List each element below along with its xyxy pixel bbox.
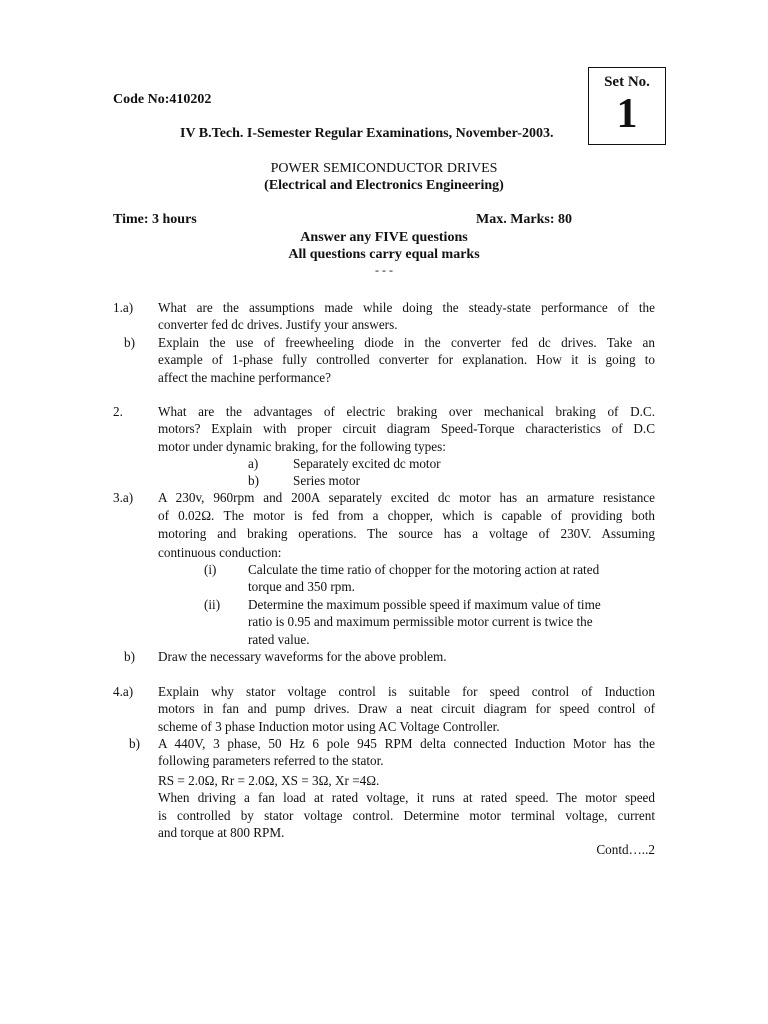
text-line: converter fed dc drives. Justify your answers. [158, 317, 398, 333]
text-line: motors in fan and pump drives. Draw a neat circuit diagram for speed control of [158, 701, 655, 717]
question-text [158, 648, 655, 665]
instruction-answer: Answer any FIVE questions [300, 230, 468, 245]
text-line: and torque at 800 RPM. [158, 825, 285, 841]
continued-note: Contd…..2 [596, 842, 655, 857]
question-number: 1.a) [113, 300, 134, 315]
question-number: 3.a) [113, 490, 134, 505]
question-text [158, 299, 655, 334]
instruction-marks: All questions carry equal marks [288, 247, 480, 262]
text-line: continuous conduction: [158, 544, 282, 560]
sub-part-text [248, 596, 655, 648]
text-line: affect the machine performance? [158, 369, 331, 385]
set-number-box [588, 67, 666, 145]
text-line: Draw the necessary waveforms for the above problem. [158, 649, 447, 664]
text-line: is controlled by stator voltage control. Determine motor terminal voltage, current [158, 807, 655, 823]
text-line: What are the assumptions made while doing the steady-state performance of the [158, 300, 655, 315]
text-line: of 0.02Ω. The motor is fed from a chopper, which is capable of providing both [158, 508, 655, 524]
text-line: Calculate the time ratio of chopper for the motoring action at rated [248, 562, 600, 577]
question-text [158, 683, 655, 735]
question-number: b) [129, 736, 140, 751]
text-line: When driving a fan load at rated voltage, it runs at rated speed. The motor speed [158, 790, 655, 806]
question-number: 4.a) [113, 684, 134, 699]
exam-title: IV B.Tech. I-Semester Regular Examinations, November-2003. [180, 126, 554, 141]
text-line: A 230v, 960rpm and 200A separately excited dc motor has an armature resistance [158, 490, 655, 505]
exam-time: Time: 3 hours [113, 212, 197, 227]
question-text [158, 735, 655, 841]
text-line: motors? Explain with proper circuit diagram Speed-Torque characteristics of D.C [158, 421, 655, 437]
text-line: motor under dynamic braking, for the following types: [158, 438, 446, 454]
question-text [158, 403, 655, 455]
sub-part-label: (ii) [204, 597, 221, 612]
sub-part-text: Series motor [293, 473, 361, 488]
text-line: What are the advantages of electric braking over mechanical braking of D.C. [158, 404, 655, 419]
code-number: Code No:410202 [113, 92, 212, 107]
question-number: 2. [113, 404, 123, 419]
text-line: A 440V, 3 phase, 50 Hz 6 pole 945 RPM delta connected Induction Motor has the [158, 736, 655, 751]
text-line: motoring and braking operations. The source has a voltage of 230V. Assuming [158, 526, 655, 542]
question-text [158, 489, 655, 562]
set-number: 1 [616, 91, 638, 137]
sub-part-label: b) [248, 473, 259, 488]
text-line: Determine the maximum possible speed if maximum value of time [248, 597, 601, 612]
text-line: ratio is 0.95 and maximum permissible motor current is twice the [248, 614, 593, 630]
sub-part-text [248, 561, 655, 596]
sub-part-label: a) [248, 456, 259, 471]
motor-parameters: RS = 2.0Ω, Rr = 2.0Ω, XS = 3Ω, Xr =4Ω. [158, 772, 380, 788]
max-marks: Max. Marks: 80 [476, 212, 573, 227]
text-line: scheme of 3 phase Induction motor using AC Voltage Controller. [158, 718, 500, 734]
text-line: following parameters referred to the stator. [158, 753, 384, 769]
text-line: rated value. [248, 631, 310, 647]
question-text [158, 334, 655, 386]
text-line: Explain why stator voltage control is suitable for speed control of Induction [158, 684, 655, 699]
text-line: torque and 350 rpm. [248, 579, 355, 595]
set-label: Set No. [604, 74, 650, 90]
text-line: Explain the use of freewheeling diode in the converter fed dc drives. Take an [158, 335, 655, 350]
question-number: b) [124, 335, 135, 350]
subject-title: POWER SEMICONDUCTOR DRIVES [270, 161, 498, 176]
sub-part-text: Separately excited dc motor [293, 456, 441, 471]
separator: - - - [375, 263, 393, 277]
sub-part-label: (i) [204, 562, 217, 577]
branch-title: (Electrical and Electronics Engineering) [264, 178, 504, 193]
question-number: b) [124, 649, 135, 664]
text-line: example of 1-phase fully controlled converter for explanation. How it is going to [158, 352, 655, 368]
